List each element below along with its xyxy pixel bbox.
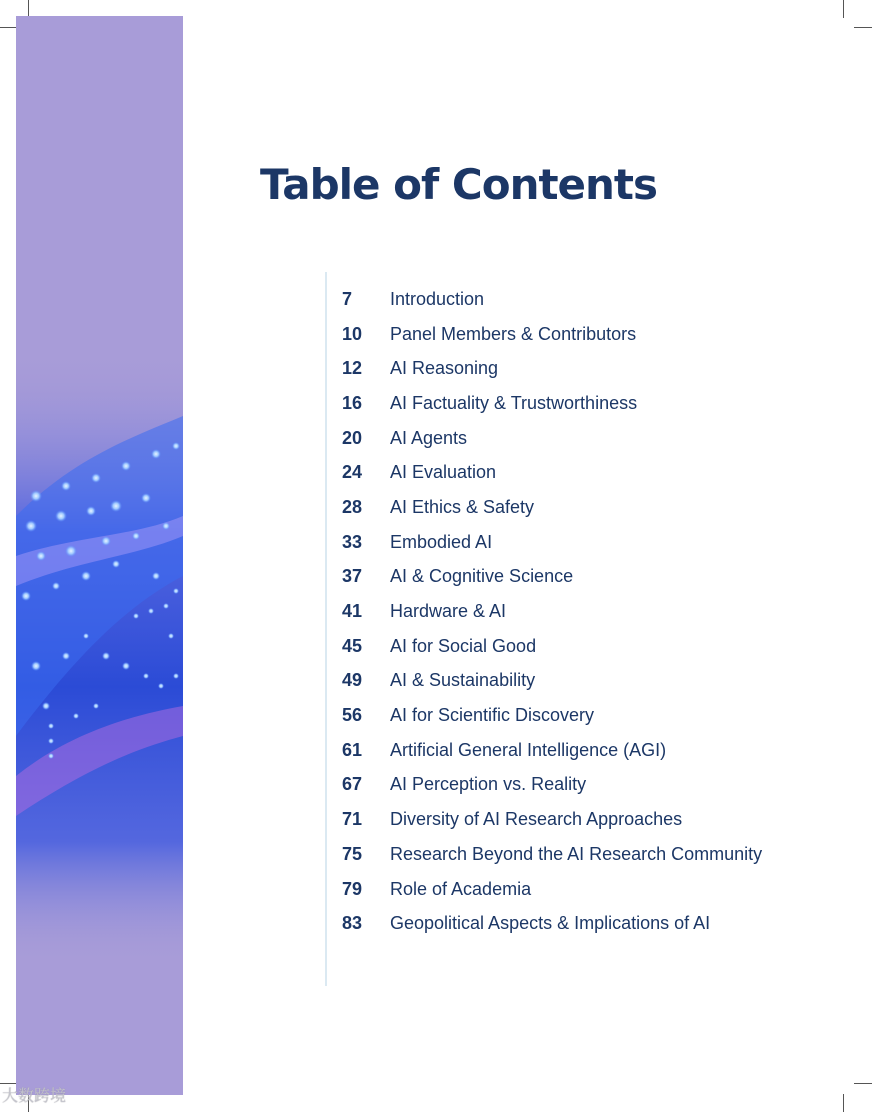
crop-mark-top-right-v — [843, 0, 844, 18]
toc-entry-label: AI Evaluation — [390, 462, 497, 483]
toc-entry-label: Research Beyond the AI Research Community — [390, 843, 763, 864]
toc-page-number: 10 — [342, 323, 363, 344]
toc-entry-label: AI for Social Good — [390, 635, 537, 656]
toc-page-number: 71 — [342, 809, 363, 830]
toc-entry-label: Geopolitical Aspects & Implications of AI — [390, 913, 711, 934]
toc-entry[interactable] — [342, 802, 762, 837]
toc-entry-label: AI & Sustainability — [390, 670, 536, 691]
toc-page-number: 33 — [342, 531, 363, 552]
toc-entry-label: Panel Members & Contributors — [390, 323, 637, 344]
circuit-board-illustration — [16, 16, 183, 1095]
toc-entry-label: AI Perception vs. Reality — [390, 774, 587, 795]
crop-mark-bottom-right-v — [843, 1094, 844, 1112]
toc-entry[interactable] — [342, 282, 762, 317]
toc-entry[interactable] — [342, 421, 762, 456]
toc-entry[interactable] — [342, 525, 762, 560]
toc-page-number: 41 — [342, 601, 363, 622]
toc-entry-label: Role of Academia — [390, 878, 532, 899]
decorative-side-band — [16, 16, 183, 1095]
crop-mark-bottom-right-h — [854, 1083, 872, 1084]
toc-entry[interactable] — [342, 872, 762, 907]
toc-entry[interactable] — [342, 629, 762, 664]
toc-entry[interactable] — [342, 768, 762, 803]
toc-entry-label: Introduction — [390, 288, 485, 309]
toc-entry[interactable] — [342, 560, 762, 595]
toc-page-number: 67 — [342, 774, 363, 795]
toc-entry[interactable] — [342, 698, 762, 733]
toc-entry-label: Hardware & AI — [390, 601, 507, 622]
toc-page-number: 75 — [342, 843, 363, 864]
watermark: 大数跨境 — [2, 1086, 67, 1105]
toc-entry[interactable] — [342, 386, 762, 421]
toc-page-number: 16 — [342, 392, 363, 413]
toc-entry-label: AI Reasoning — [390, 358, 499, 379]
toc-page-number: 20 — [342, 427, 363, 448]
toc-page-number: 12 — [342, 358, 363, 379]
toc-entry-label: Artificial General Intelligence (AGI) — [390, 739, 667, 760]
toc-entry-label: AI for Scientific Discovery — [390, 705, 595, 726]
toc-page-number: 45 — [342, 635, 363, 656]
toc-entry[interactable] — [342, 594, 762, 629]
toc-entry[interactable] — [342, 351, 762, 386]
toc-entry-label: Embodied AI — [390, 531, 493, 552]
toc-entry[interactable] — [342, 837, 762, 872]
toc-page-number: 83 — [342, 913, 363, 934]
toc-entry[interactable] — [342, 490, 762, 525]
toc-divider-line — [325, 272, 327, 986]
toc-entry[interactable] — [342, 455, 762, 490]
toc-entry-label: Diversity of AI Research Approaches — [390, 809, 683, 830]
toc-entry[interactable] — [342, 664, 762, 699]
toc-entry[interactable] — [342, 733, 762, 768]
toc-entry-label: AI Agents — [390, 427, 468, 448]
toc-entry-label: AI Factuality & Trustworthiness — [390, 392, 638, 413]
page-title: Table of Contents — [260, 160, 658, 209]
toc-page-number: 79 — [342, 878, 363, 899]
toc-page-number: 49 — [342, 670, 363, 691]
crop-mark-top-right-h — [854, 27, 872, 28]
toc-page-number: 24 — [342, 462, 363, 483]
toc-entry[interactable] — [342, 317, 762, 352]
toc-entry[interactable] — [342, 906, 762, 941]
toc-entry-label: AI & Cognitive Science — [390, 566, 574, 587]
toc-entry-label: AI Ethics & Safety — [390, 496, 535, 517]
toc-page-number: 28 — [342, 496, 363, 517]
toc-page-number: 61 — [342, 739, 363, 760]
toc-list — [342, 282, 762, 941]
toc-page-number: 7 — [342, 288, 353, 309]
toc-page-number: 56 — [342, 705, 363, 726]
toc-page-number: 37 — [342, 566, 363, 587]
